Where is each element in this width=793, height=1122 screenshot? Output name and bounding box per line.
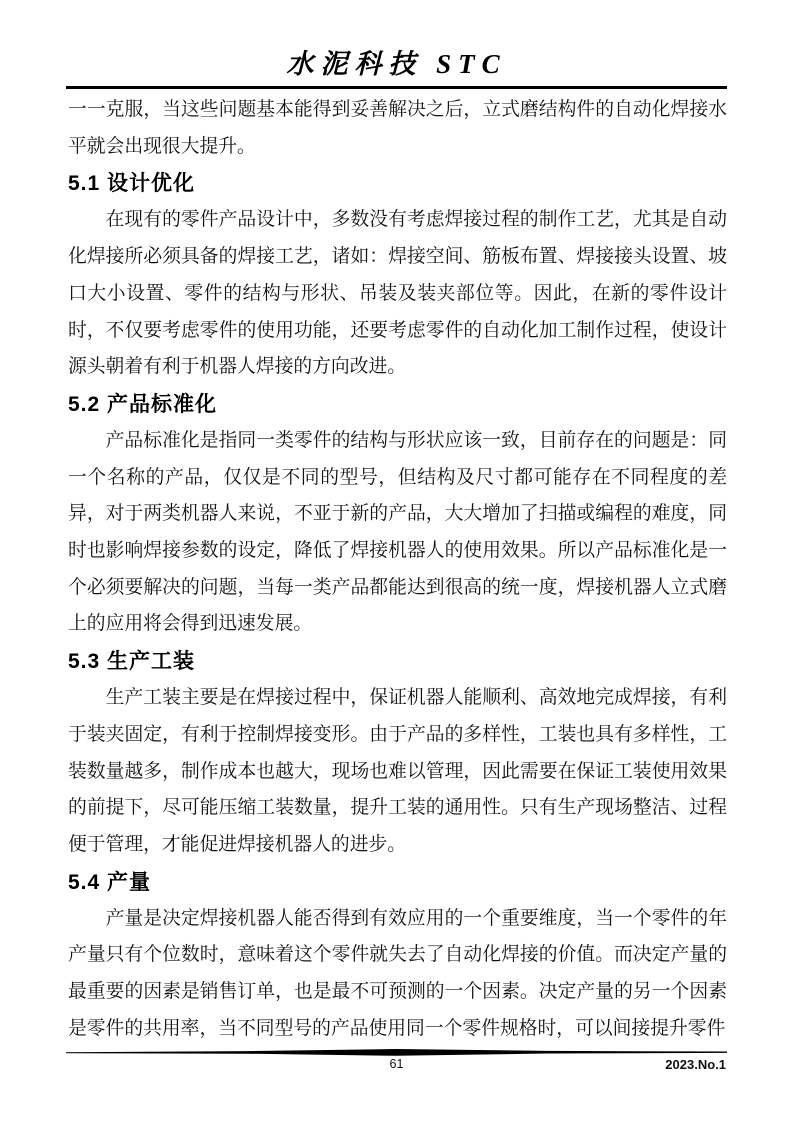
- section-heading-5-1: 5.1 设计优化: [68, 172, 196, 196]
- section-paragraph-5-4: 产量是决定焊接机器人能否得到有效应用的一个重要维度，当一个零件的年产量只有个位数时，意味着这个零件就失去了自动化焊接的价值。而决定产量的最重要的因素是销售订单，也是最不可预测的一个因素。决定产量的另一个因素是零件的共用率，当不同型号的产品使用同一个零件规格时，可以间接提升零件: [68, 907, 727, 1039]
- journal-title: 水泥科技 STC: [286, 49, 507, 79]
- section-paragraph-5-1: 在现有的零件产品设计中，多数没有考虑焊接过程的制作工艺，尤其是自动化焊接所必须具备的焊接工艺，诸如：焊接空间、筋板布置、焊接接头设置、坡口大小设置、零件的结构与形状、吊装及装夹部位等。因此，在新的零件设计时，不仅要考虑零件的使用功能，还要考虑零件的自动化加工制作过程，使设计源头朝着有利于机器人焊接的方向改进。: [68, 209, 727, 378]
- section-paragraph-5-3: 生产工装主要是在焊接过程中，保证机器人能顺利、高效地完成焊接，有利于装夹固定，有利于控制焊接变形。由于产品的多样性，工装也具有多样性，工装数量越多，制作成本也越大，现场也难以管理，因此需要在保证工装使用效果的前提下，尽可能压缩工装数量，提升工装的通用性。只有生产现场整洁、过程便于管理，才能促进焊接机器人的进步。: [68, 687, 727, 855]
- section-paragraph-5-2: 产品标准化是指同一类零件的结构与形状应该一致，目前存在的问题是：同一个名称的产品，仅仅是不同的型号，但结构及尺寸都可能存在不同程度的差异，对于两类机器人来说，不亚于新的产品，大大增加了扫描或编程的难度，同时也影响焊接参数的设定，降低了焊接机器人的使用效果。所以产品标准化是一个必须要解决的问题，当每一类产品都能达到很高的统一度，焊接机器人立式磨上的应用将会得到迅速发展。: [68, 429, 727, 635]
- section-heading-5-2: 5.2 产品标准化: [68, 392, 218, 416]
- section-heading-5-4: 5.4 产量: [68, 870, 152, 894]
- footer-rule: [66, 1048, 727, 1057]
- section-heading-5-3: 5.3 生产工装: [68, 650, 196, 674]
- issue-label: 2023.No.1: [665, 1057, 726, 1072]
- header-rule: [66, 86, 727, 89]
- page-number: 61: [389, 1057, 404, 1071]
- intro-paragraph: 一一克服，当这些问题基本能得到妥善解决之后，立式磨结构件的自动化焊接水平就会出现很大提升。: [68, 99, 727, 157]
- page-content: [68, 92, 727, 1047]
